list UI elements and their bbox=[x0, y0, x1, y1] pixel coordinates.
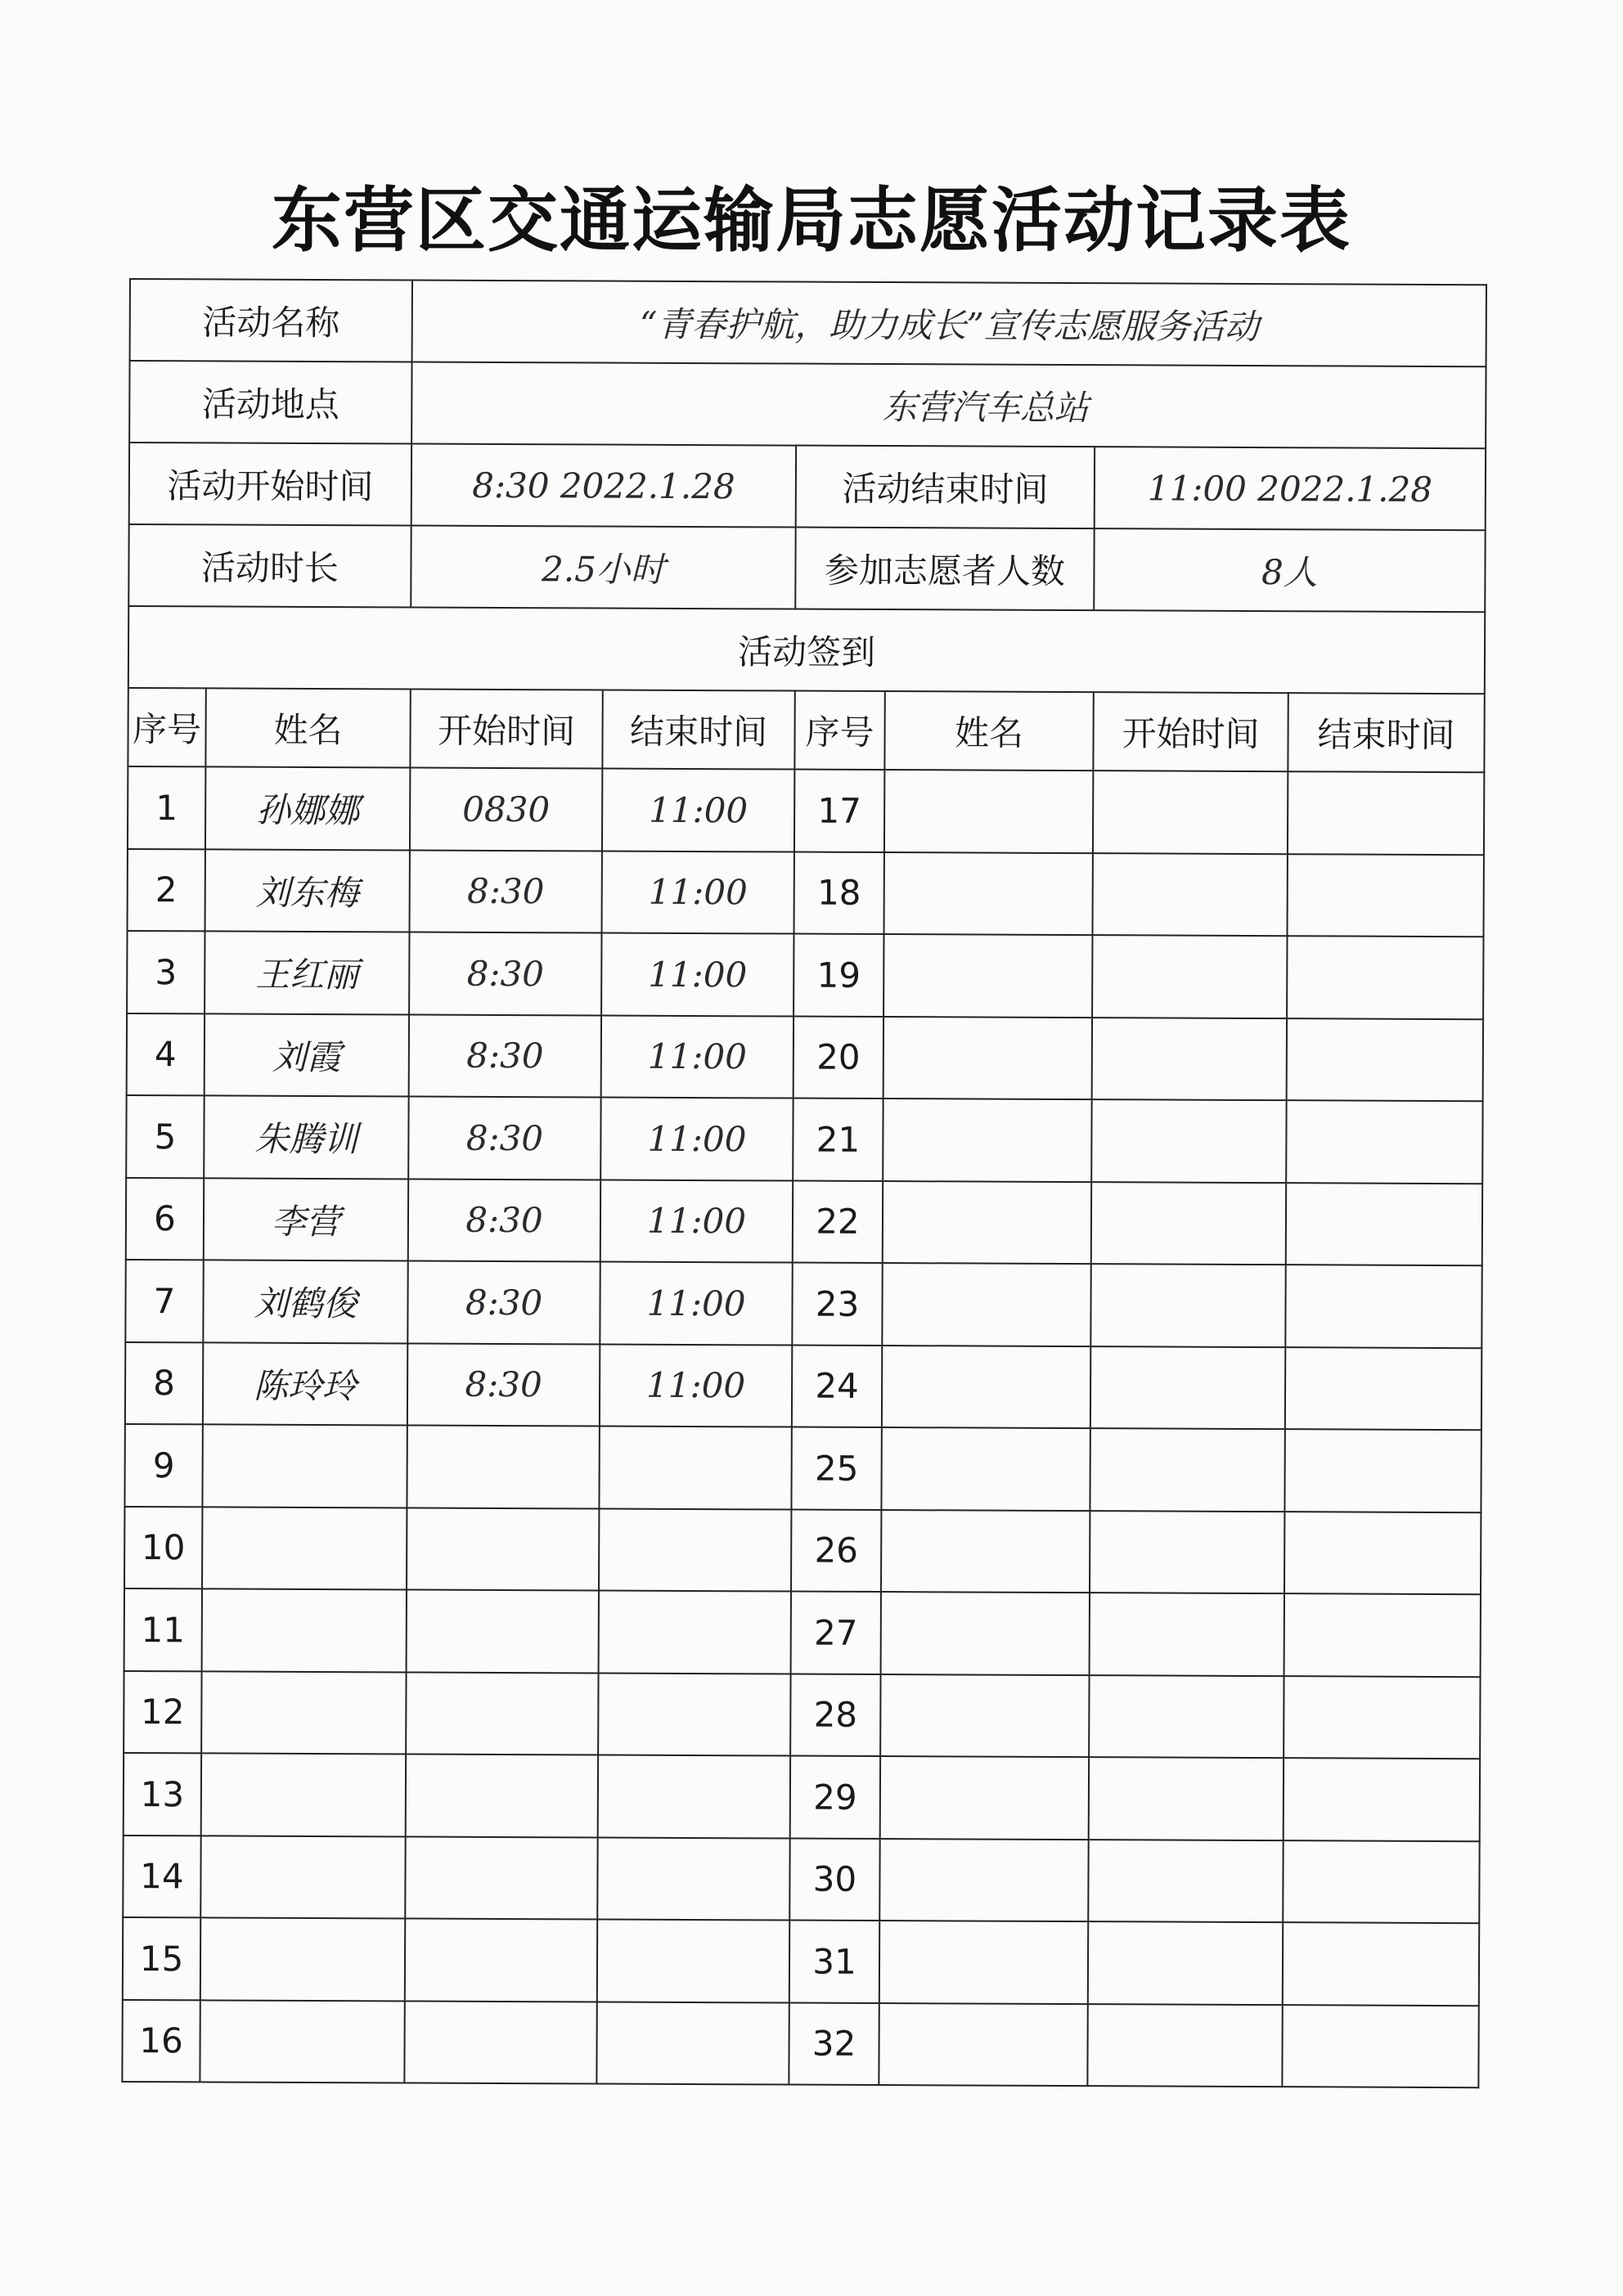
end-time-right bbox=[1284, 1429, 1481, 1512]
end-time-right bbox=[1282, 2005, 1478, 2088]
signature-left bbox=[201, 1671, 406, 1755]
signature-left bbox=[202, 1588, 407, 1672]
row-number-left: 6 bbox=[126, 1177, 204, 1260]
signature-left: 刘霞 bbox=[205, 1013, 409, 1097]
end-time-left: 11:00 bbox=[600, 1262, 792, 1346]
start-time-right bbox=[1090, 1346, 1285, 1430]
signin-row bbox=[128, 766, 1484, 855]
activity-location-label: 活动地点 bbox=[129, 361, 411, 444]
start-time-right bbox=[1090, 1511, 1284, 1594]
start-time-left bbox=[407, 1507, 599, 1591]
signin-section-title: 活动签到 bbox=[128, 606, 1485, 694]
activity-duration-label: 活动时长 bbox=[128, 524, 411, 608]
activity-start-value: 8:30 2022.1.28 bbox=[411, 444, 796, 528]
signature-left bbox=[200, 1835, 405, 1919]
row-number-right: 31 bbox=[789, 1921, 879, 2003]
row-number-right: 21 bbox=[793, 1099, 883, 1181]
start-time-right bbox=[1092, 935, 1287, 1018]
row-number-left: 14 bbox=[123, 1835, 200, 1917]
signin-row bbox=[126, 1095, 1482, 1184]
start-time-right bbox=[1093, 771, 1288, 854]
row-number-right: 24 bbox=[792, 1345, 882, 1427]
start-time-right bbox=[1090, 1264, 1285, 1347]
start-time-left bbox=[405, 1836, 597, 1920]
signin-row bbox=[124, 1588, 1481, 1677]
activity-end-value: 11:00 2022.1.28 bbox=[1095, 447, 1486, 530]
start-time-left: 8:30 bbox=[408, 1097, 600, 1180]
end-time-right bbox=[1284, 1593, 1481, 1677]
start-time-right bbox=[1088, 1921, 1283, 2005]
signature-right bbox=[883, 1099, 1091, 1182]
signature-left: 李营 bbox=[204, 1178, 408, 1261]
signature-right bbox=[879, 1839, 1088, 1922]
row-number-right: 17 bbox=[794, 770, 884, 852]
header-name-left: 姓名 bbox=[205, 688, 410, 767]
end-time-left: 11:00 bbox=[600, 1179, 793, 1263]
signin-row bbox=[124, 1506, 1481, 1594]
signin-row bbox=[128, 848, 1484, 937]
signin-row bbox=[127, 1013, 1483, 1101]
header-no-left: 序号 bbox=[128, 688, 205, 766]
signature-right bbox=[882, 1263, 1090, 1346]
info-row-name bbox=[130, 279, 1486, 366]
end-time-left: 11:00 bbox=[601, 933, 794, 1017]
row-number-left: 11 bbox=[124, 1588, 202, 1671]
start-time-left: 8:30 bbox=[409, 932, 601, 1016]
row-number-right: 26 bbox=[791, 1509, 881, 1592]
signin-row bbox=[123, 1835, 1479, 1923]
end-time-right bbox=[1284, 1676, 1480, 1759]
activity-name-label: 活动名称 bbox=[130, 279, 412, 362]
row-number-right: 25 bbox=[791, 1427, 881, 1510]
start-time-left: 8:30 bbox=[407, 1260, 600, 1344]
end-time-right bbox=[1288, 854, 1484, 937]
row-number-left: 13 bbox=[124, 1753, 201, 1835]
signature-right bbox=[880, 1674, 1089, 1758]
start-time-left bbox=[407, 1589, 599, 1673]
signature-right bbox=[883, 1017, 1092, 1100]
signature-right bbox=[881, 1592, 1090, 1675]
start-time-left bbox=[407, 1425, 599, 1508]
start-time-right bbox=[1088, 1840, 1283, 1923]
row-number-right: 23 bbox=[792, 1263, 882, 1346]
end-time-left bbox=[598, 1673, 790, 1756]
volunteer-count-value: 8人 bbox=[1094, 528, 1485, 612]
signature-right bbox=[879, 1921, 1088, 2004]
signature-left: 刘鹤俊 bbox=[203, 1260, 407, 1343]
row-number-right: 20 bbox=[794, 1016, 883, 1099]
row-number-left: 3 bbox=[127, 931, 205, 1013]
end-time-left bbox=[599, 1591, 791, 1674]
info-row-time bbox=[129, 443, 1486, 530]
end-time-left: 11:00 bbox=[600, 1344, 792, 1427]
header-start-left: 开始时间 bbox=[410, 690, 602, 769]
start-time-left: 8:30 bbox=[408, 1179, 600, 1262]
signin-row bbox=[124, 1753, 1480, 1841]
start-time-left: 8:30 bbox=[409, 1014, 601, 1098]
activity-name-value: “青春护航，助力成长”宣传志愿服务活动 bbox=[412, 281, 1486, 367]
signature-right bbox=[880, 1756, 1089, 1840]
row-number-left: 16 bbox=[122, 1999, 200, 2082]
end-time-right bbox=[1287, 1018, 1483, 1102]
start-time-right bbox=[1092, 1018, 1287, 1101]
end-time-right bbox=[1286, 1100, 1482, 1184]
signature-left: 孙娜娜 bbox=[205, 766, 410, 850]
row-number-right: 22 bbox=[793, 1180, 883, 1263]
end-time-left bbox=[599, 1508, 791, 1592]
end-time-left: 11:00 bbox=[602, 769, 794, 852]
row-number-left: 5 bbox=[126, 1095, 204, 1178]
end-time-right bbox=[1285, 1265, 1481, 1348]
start-time-right bbox=[1090, 1593, 1284, 1676]
signature-right bbox=[884, 770, 1093, 853]
form-title: 东营区交通运输局志愿活动记录表 bbox=[272, 179, 1351, 262]
start-time-right bbox=[1089, 1757, 1284, 1840]
row-number-left: 15 bbox=[123, 1917, 200, 2000]
end-time-right bbox=[1283, 1922, 1479, 2006]
end-time-right bbox=[1284, 1512, 1481, 1595]
activity-duration-value: 2.5小时 bbox=[411, 526, 795, 609]
header-start-right: 开始时间 bbox=[1093, 692, 1288, 771]
end-time-left bbox=[597, 1920, 789, 2003]
end-time-right bbox=[1283, 1840, 1479, 1924]
signature-left bbox=[201, 1753, 406, 1836]
signin-row bbox=[127, 931, 1483, 1019]
header-end-right: 结束时间 bbox=[1288, 693, 1484, 772]
end-time-left: 11:00 bbox=[602, 851, 794, 934]
signin-row bbox=[124, 1424, 1481, 1512]
end-time-right bbox=[1288, 771, 1484, 855]
signature-left bbox=[202, 1507, 407, 1590]
row-number-left: 2 bbox=[128, 848, 205, 931]
row-number-right: 30 bbox=[789, 1838, 879, 1921]
start-time-left bbox=[405, 1918, 597, 2002]
signature-left: 陈玲玲 bbox=[203, 1342, 407, 1426]
signature-right bbox=[881, 1510, 1090, 1593]
signature-left: 朱腾训 bbox=[204, 1095, 408, 1179]
start-time-right bbox=[1093, 853, 1288, 937]
signature-left: 刘东梅 bbox=[205, 849, 410, 932]
row-number-right: 29 bbox=[790, 1756, 880, 1839]
end-time-left bbox=[599, 1427, 791, 1510]
signature-right bbox=[881, 1427, 1090, 1511]
end-time-left bbox=[597, 1837, 789, 1921]
activity-start-label: 活动开始时间 bbox=[129, 443, 411, 526]
row-number-right: 18 bbox=[794, 851, 884, 934]
start-time-left: 8:30 bbox=[410, 850, 602, 933]
signin-header-row bbox=[128, 688, 1484, 772]
volunteer-count-label: 参加志愿者人数 bbox=[795, 528, 1094, 611]
end-time-right bbox=[1286, 1183, 1482, 1266]
signin-row bbox=[122, 1999, 1478, 2087]
signin-row bbox=[125, 1341, 1481, 1430]
header-name-right: 姓名 bbox=[884, 691, 1093, 771]
header-end-left: 结束时间 bbox=[602, 690, 794, 770]
signin-row bbox=[126, 1177, 1482, 1265]
info-row-duration bbox=[128, 524, 1485, 612]
signature-left bbox=[200, 2000, 404, 2083]
row-number-left: 10 bbox=[124, 1506, 202, 1588]
signature-right bbox=[879, 2003, 1087, 2087]
end-time-right bbox=[1285, 1347, 1481, 1431]
start-time-left bbox=[406, 1754, 598, 1837]
start-time-right bbox=[1090, 1428, 1284, 1512]
row-number-right: 28 bbox=[790, 1674, 880, 1756]
row-number-left: 1 bbox=[128, 766, 205, 849]
activity-location-value: 东营汽车总站 bbox=[411, 362, 1486, 449]
row-number-left: 9 bbox=[124, 1424, 202, 1507]
volunteer-record-table bbox=[121, 278, 1487, 2088]
signature-right bbox=[882, 1346, 1090, 1429]
signature-right bbox=[883, 1181, 1091, 1265]
start-time-left bbox=[406, 1672, 598, 1755]
info-row-location bbox=[129, 361, 1486, 448]
row-number-left: 4 bbox=[127, 1013, 205, 1095]
activity-end-label: 活动结束时间 bbox=[796, 446, 1095, 529]
end-time-right bbox=[1284, 1758, 1480, 1841]
signin-row bbox=[123, 1917, 1479, 2006]
signature-right bbox=[883, 934, 1092, 1018]
signature-left bbox=[200, 1917, 405, 2001]
row-number-left: 7 bbox=[125, 1260, 203, 1342]
signin-row bbox=[124, 1670, 1480, 1759]
row-number-right: 27 bbox=[791, 1592, 881, 1674]
header-no-right: 序号 bbox=[794, 691, 884, 770]
start-time-right bbox=[1091, 1182, 1286, 1265]
start-time-left: 0830 bbox=[410, 768, 602, 851]
signature-left: 王红丽 bbox=[205, 931, 409, 1014]
row-number-right: 32 bbox=[789, 2002, 879, 2085]
start-time-left bbox=[404, 2001, 596, 2084]
signin-row bbox=[125, 1260, 1481, 1348]
start-time-left: 8:30 bbox=[407, 1343, 600, 1427]
start-time-right bbox=[1089, 1675, 1284, 1759]
signin-section-row bbox=[128, 606, 1485, 694]
start-time-right bbox=[1087, 2004, 1282, 2087]
end-time-left bbox=[596, 2002, 789, 2085]
end-time-left: 11:00 bbox=[600, 1098, 793, 1181]
start-time-right bbox=[1091, 1099, 1286, 1183]
row-number-left: 8 bbox=[125, 1341, 203, 1424]
end-time-left: 11:00 bbox=[601, 1015, 794, 1099]
end-time-left bbox=[598, 1755, 790, 1839]
signature-left bbox=[202, 1424, 407, 1507]
row-number-left: 12 bbox=[124, 1670, 201, 1753]
end-time-right bbox=[1287, 936, 1483, 1019]
signature-right bbox=[884, 852, 1093, 936]
row-number-right: 19 bbox=[794, 934, 883, 1017]
